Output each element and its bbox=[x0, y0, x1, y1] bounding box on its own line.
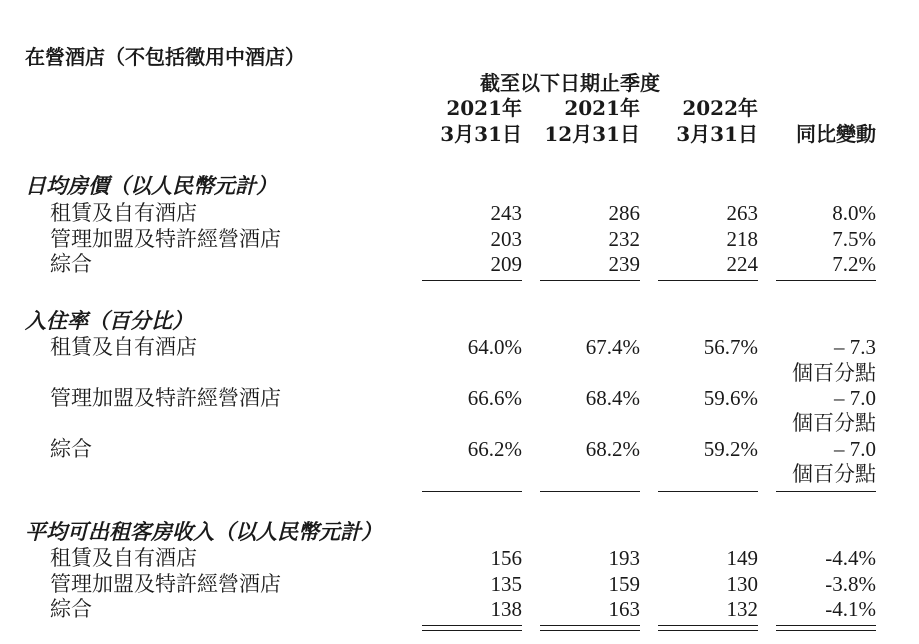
total-rule bbox=[658, 625, 758, 626]
total-rule bbox=[540, 630, 640, 631]
row-label: 租賃及自有酒店 bbox=[50, 546, 197, 570]
cell-value: 218 bbox=[726, 227, 758, 251]
section-title-adr: 日均房價（以人民幣元計） bbox=[25, 173, 277, 198]
period-header: 截至以下日期止季度 bbox=[480, 71, 660, 95]
cell-change-unit: 個百分點 bbox=[792, 411, 876, 435]
cell-value: 66.2% bbox=[467, 437, 522, 461]
cell-value: 135 bbox=[490, 572, 522, 596]
cell-value: 203 bbox=[490, 227, 522, 251]
subtotal-rule bbox=[776, 280, 876, 281]
cell-value: 163 bbox=[608, 597, 640, 621]
section-title-occupancy: 入住率（百分比） bbox=[25, 308, 193, 333]
row-label: 綜合 bbox=[50, 597, 92, 621]
cell-change: – 7.0 bbox=[834, 386, 876, 410]
cell-value: 59.2% bbox=[703, 437, 758, 461]
section-title-revpar: 平均可出租客房收入（以人民幣元計） bbox=[25, 519, 382, 544]
cell-change: 7.2% bbox=[832, 252, 876, 276]
cell-value: 149 bbox=[726, 546, 758, 570]
cell-change-unit: 個百分點 bbox=[792, 462, 876, 486]
total-rule bbox=[422, 625, 522, 626]
row-label: 綜合 bbox=[50, 437, 92, 461]
cell-value: 263 bbox=[726, 201, 758, 225]
cell-value: 64.0% bbox=[467, 335, 522, 359]
row-label: 綜合 bbox=[50, 252, 92, 276]
cell-change: -3.8% bbox=[825, 572, 876, 596]
cell-value: 156 bbox=[490, 546, 522, 570]
cell-change-unit: 個百分點 bbox=[792, 361, 876, 385]
cell-change: 8.0% bbox=[832, 201, 876, 225]
row-label: 管理加盟及特許經營酒店 bbox=[50, 572, 281, 596]
cell-value: 67.4% bbox=[585, 335, 640, 359]
cell-value: 193 bbox=[608, 546, 640, 570]
total-rule bbox=[776, 630, 876, 631]
col1-year: 2021年 bbox=[446, 96, 522, 120]
cell-value: 243 bbox=[490, 201, 522, 225]
total-rule bbox=[776, 625, 876, 626]
subtotal-rule bbox=[776, 491, 876, 492]
cell-value: 224 bbox=[726, 252, 758, 276]
cell-value: 132 bbox=[726, 597, 758, 621]
cell-value: 66.6% bbox=[467, 386, 522, 410]
cell-change: – 7.0 bbox=[834, 437, 876, 461]
cell-value: 130 bbox=[726, 572, 758, 596]
total-rule bbox=[422, 630, 522, 631]
cell-value: 239 bbox=[608, 252, 640, 276]
table-title: 在營酒店（不包括徵用中酒店） bbox=[25, 45, 305, 69]
subtotal-rule bbox=[658, 280, 758, 281]
cell-value: 56.7% bbox=[703, 335, 758, 359]
row-label: 管理加盟及特許經營酒店 bbox=[50, 227, 281, 251]
cell-value: 286 bbox=[608, 201, 640, 225]
cell-change: 7.5% bbox=[832, 227, 876, 251]
cell-value: 232 bbox=[608, 227, 640, 251]
subtotal-rule bbox=[540, 491, 640, 492]
row-label: 管理加盟及特許經營酒店 bbox=[50, 386, 281, 410]
row-label: 租賃及自有酒店 bbox=[50, 335, 197, 359]
cell-value: 68.2% bbox=[585, 437, 640, 461]
cell-value: 209 bbox=[490, 252, 522, 276]
col3-date: 3月31日 bbox=[676, 122, 758, 146]
total-rule bbox=[540, 625, 640, 626]
subtotal-rule bbox=[422, 280, 522, 281]
col2-year: 2021年 bbox=[564, 96, 640, 120]
subtotal-rule bbox=[422, 491, 522, 492]
cell-value: 59.6% bbox=[703, 386, 758, 410]
subtotal-rule bbox=[540, 280, 640, 281]
total-rule bbox=[658, 630, 758, 631]
subtotal-rule bbox=[658, 491, 758, 492]
cell-value: 138 bbox=[490, 597, 522, 621]
col1-date: 3月31日 bbox=[440, 122, 522, 146]
cell-value: 68.4% bbox=[585, 386, 640, 410]
cell-value: 159 bbox=[608, 572, 640, 596]
row-label: 租賃及自有酒店 bbox=[50, 201, 197, 225]
col2-date: 12月31日 bbox=[544, 122, 640, 146]
change-header: 同比變動 bbox=[796, 122, 876, 146]
cell-change: -4.4% bbox=[825, 546, 876, 570]
col3-year: 2022年 bbox=[682, 96, 758, 120]
cell-change: -4.1% bbox=[825, 597, 876, 621]
cell-change: – 7.3 bbox=[834, 335, 876, 359]
